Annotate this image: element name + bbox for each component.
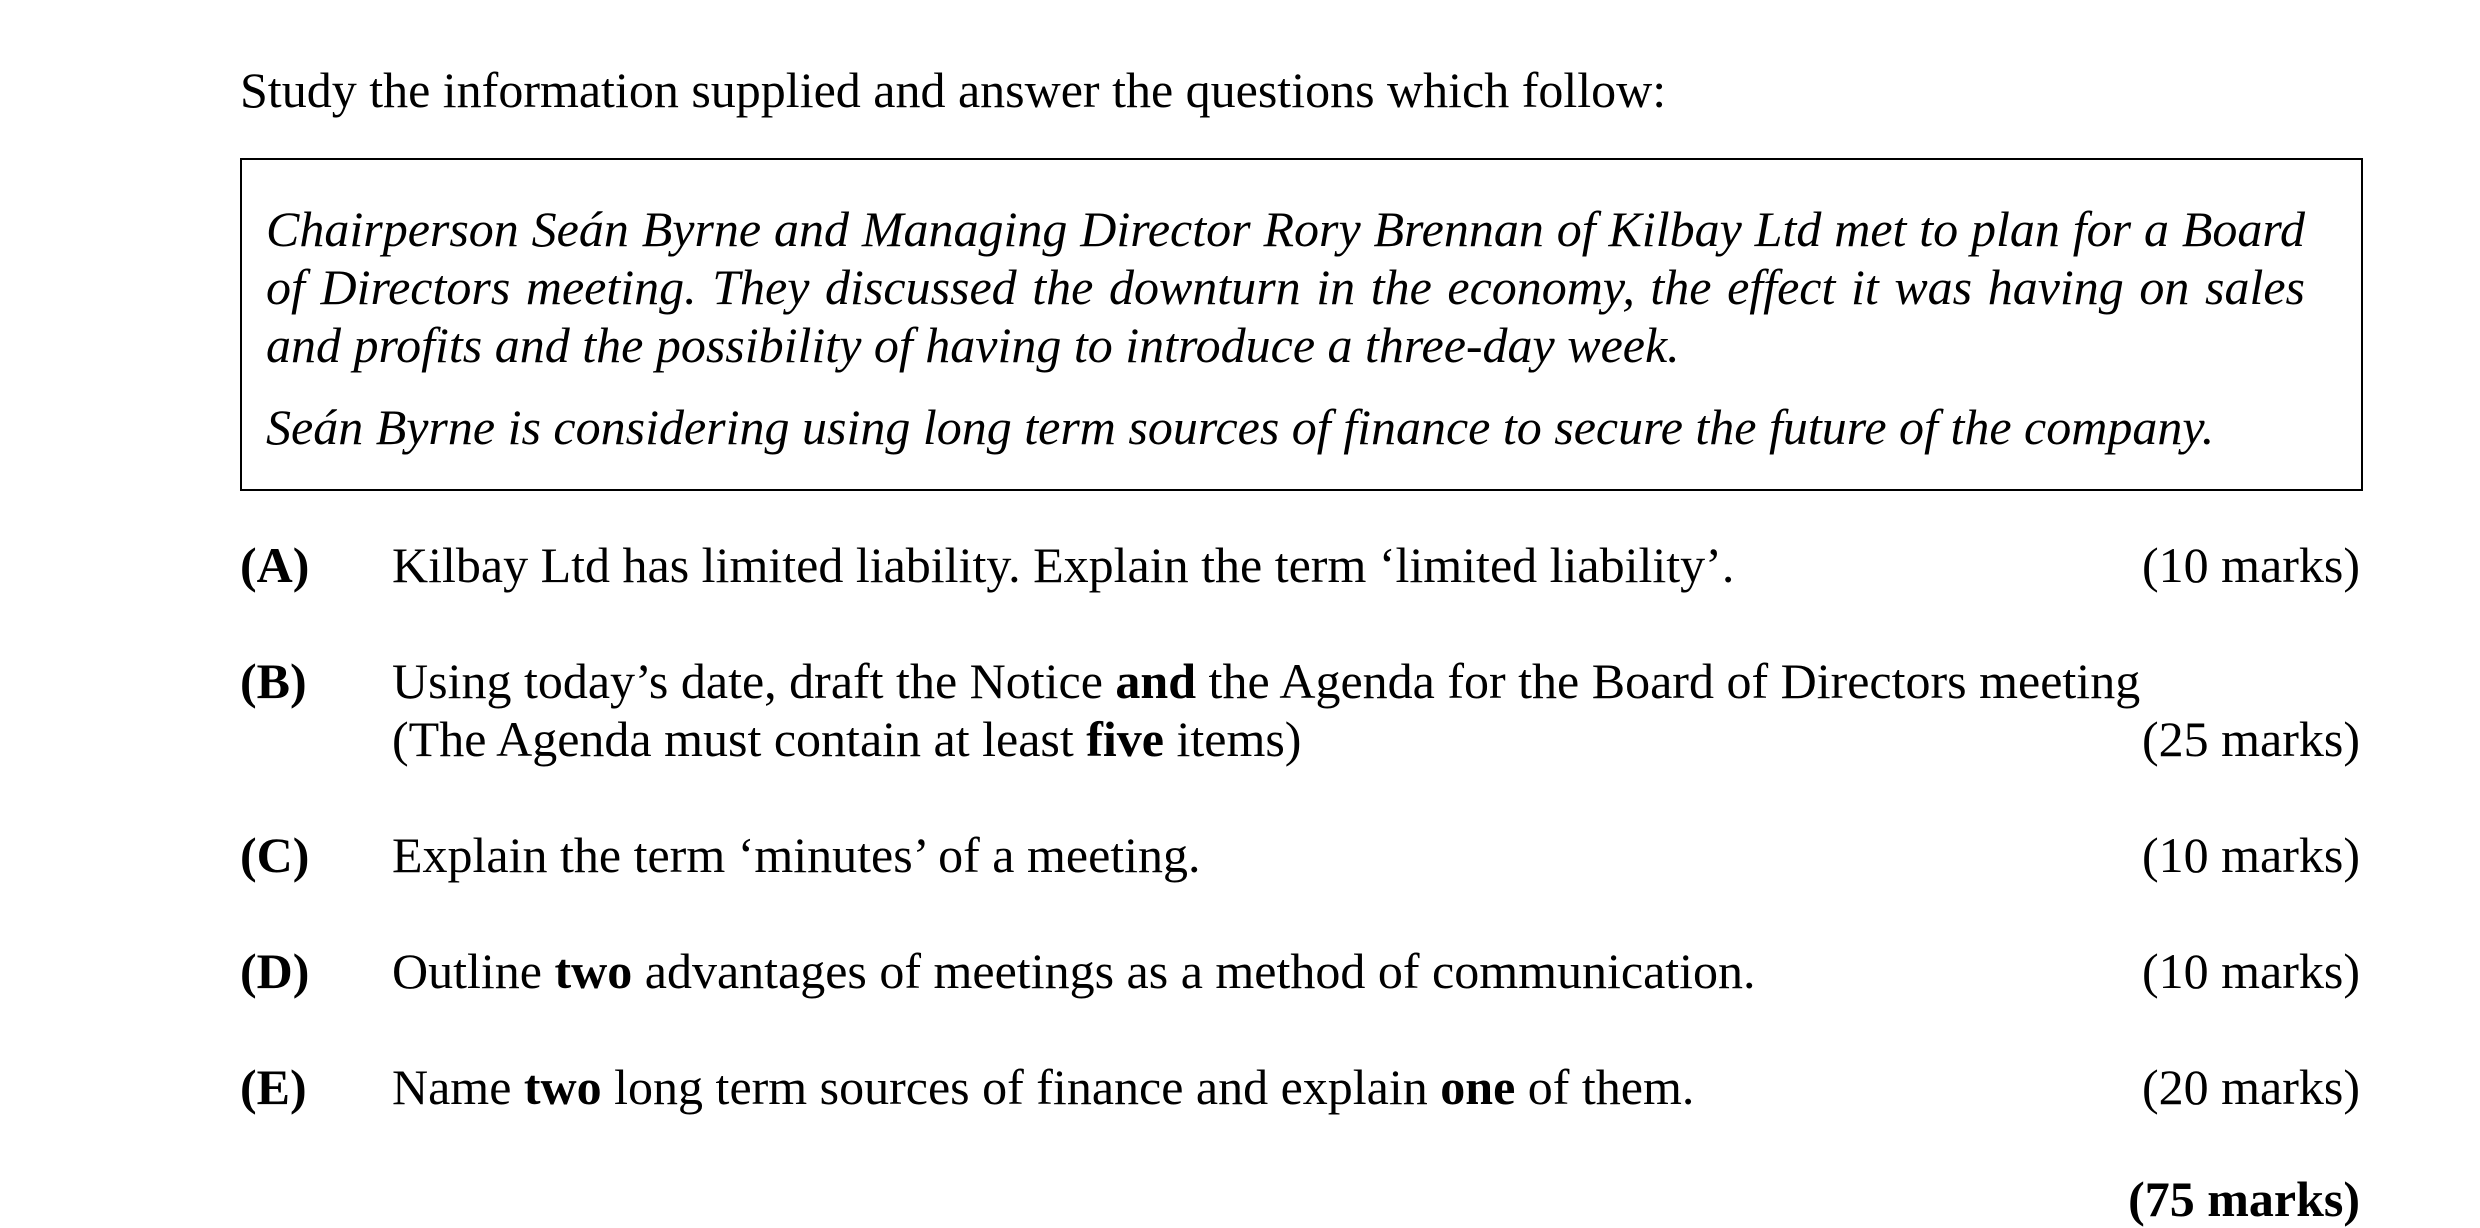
question-text: Kilbay Ltd has limited liability. Explain the term ‘limited liability’.	[392, 537, 1735, 593]
question-label: (C)	[240, 827, 310, 883]
question-text: Name two long term sources of finance and explain one of them.	[392, 1059, 1695, 1115]
question-marks: (10 marks)	[2142, 943, 2360, 999]
total-marks: (75 marks)	[2128, 1171, 2360, 1227]
question-label: (E)	[240, 1059, 307, 1115]
case-study-paragraph: Chairperson Seán Byrne and Managing Director Rory Brennan of Kilbay Ltd met to plan for a Board of Directors meeting. They discussed the downturn in the economy, the effect it was having on sales and profits and the possibility of having to introduce a three-day week.	[266, 201, 2305, 373]
case-study-box	[240, 158, 2363, 491]
question-text: Outline two advantages of meetings as a method of communication.	[392, 943, 1756, 999]
question-label: (B)	[240, 653, 307, 709]
question-marks: (10 marks)	[2142, 827, 2360, 883]
question-label: (D)	[240, 943, 310, 999]
question-text-line2: (The Agenda must contain at least five items)	[392, 711, 1302, 767]
question-marks: (10 marks)	[2142, 537, 2360, 593]
instructions: Study the information supplied and answer the questions which follow:	[240, 62, 1667, 118]
question-label: (A)	[240, 537, 310, 593]
question-marks: (25 marks)	[2142, 711, 2360, 767]
question-text: Using today’s date, draft the Notice and the Agenda for the Board of Directors meeting	[392, 653, 2141, 709]
question-text: Explain the term ‘minutes’ of a meeting.	[392, 827, 1201, 883]
question-marks: (20 marks)	[2142, 1059, 2360, 1115]
case-study-paragraph: Seán Byrne is considering using long term sources of finance to secure the future of the company.	[266, 399, 2215, 455]
